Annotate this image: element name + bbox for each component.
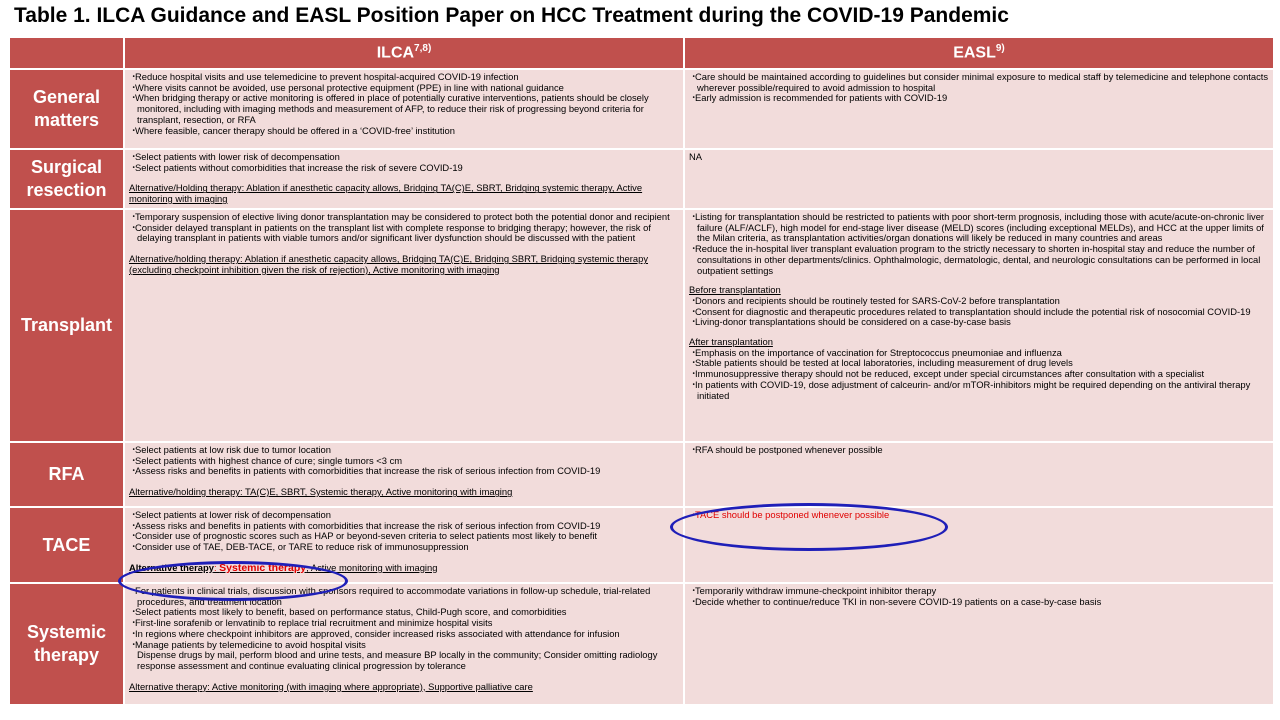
after-transplant-heading: After transplantation [689,336,773,348]
easl-header: EASL$^{9)}$ [685,38,1273,68]
alternative-therapy: Alternative/holding therapy: Ablation if anesthetic capacity allows, Bridging TA(C)E, Bridging SBRT, Bridging systemic therapy (excluding checkpoint inhibition given the risk of rejection), Active monitoring with imaging [129,253,649,275]
list-item: ・ Select patients with lower risk of decompensation [129,152,679,163]
alternative-therapy: Alternative therapy: Active monitoring (with imaging where appropriate), Supportive palliative care [129,680,533,692]
easl-cell [685,70,1273,148]
ilca-cell [125,150,683,208]
list-item: ・ For patients in clinical trials, discussion with sponsors required to accommodate variations in follow-up schedule, trial-related procedures, and treatment location [129,586,679,607]
list-item: ・ Listing for transplantation should be restricted to patients with poor short-term prognosis, including those with acute/acute-on-chronic liver failure (ALF/ACLF), high model for end-stage liver disease (MELD) scores (including exceptional MELDs), and HCC at the upper limits of the Milan criteria, as transplantation activities/organ donations will likely be reduced in many countries and areas [689,212,1269,244]
before-transplant-heading: Before transplantation [689,284,781,296]
telemedicine-details: Dispense drugs by mail, perform blood and urine tests, and measure BP locally in the community; Consider omitting radiology response assessment and continue evaluating clinical progression by tolerance [137,649,658,671]
ilca-header: ILCA$^{7,8)}$ [125,38,683,68]
easl-cell [685,584,1273,704]
row-label: RFA [10,443,123,506]
treatment-table [8,36,1275,706]
list-item: ・ Assess risks and benefits in patients with comorbidities that increase the risk of serious infection from COVID-19 [129,521,679,532]
ilca-cell [125,70,683,148]
alternative-therapy: Alternative/holding therapy: TA(C)E, SBRT, Systemic therapy, Active monitoring with imaging [129,486,513,498]
list-item: ・ Select patients without comorbidities that increase the risk of severe COVID-19 [129,163,679,174]
row-label: General matters [10,70,123,148]
corner-header [10,38,123,68]
ilca-cell [125,210,683,441]
row-transplant [10,210,1273,441]
list-item: ・ Assess risks and benefits in patients with comorbidities that increase the risk of serious infection from COVID-19 [129,466,679,477]
row-general-matters [10,70,1273,148]
alternative-therapy: Alternative/Holding therapy: Ablation if anesthetic capacity allows, Bridging TA(C)E, SBRT, Bridging systemic therapy, Active monitoring with imaging [129,182,643,205]
list-item: ・ Care should be maintained according to guidelines but consider minimal exposure to medical staff by telemedicine and telephone contacts wherever possible/required to avoid admission to hospital [689,72,1269,93]
list-item: ・ Where feasible, cancer therapy should be offered in a ‘COVID-free’ institution [129,126,679,137]
table-title: Table 1. ILCA Guidance and EASL Position Paper on HCC Treatment during the COVID-19 Pandemic [14,4,1009,27]
ilca-cell [125,508,683,582]
na-text: NA [689,151,703,162]
systemic-therapy-highlight: Systemic therapy [219,561,307,574]
row-label: Surgical resection [10,150,123,208]
tace-postpone-highlight: ・ TACE should be postponed whenever possible [689,510,1269,521]
list-item: ・ RFA should be postponed whenever possible [689,445,1269,456]
header-row [10,38,1273,68]
list-item: ・ Temporary suspension of elective living donor transplantation may be considered to protect both the potential donor and recipient [129,212,679,223]
row-label: Transplant [10,210,123,441]
list-item: ・ Decide whether to continue/reduce TKI in non-severe COVID-19 patients on a case-by-case basis [689,597,1269,608]
list-item: ・ Select patients with highest chance of cure; single tumors <3 cm [129,456,679,467]
list-item: ・ In patients with COVID-19, dose adjustment of calceurin- and/or mTOR-inhibitors might be required depending on the antiviral therapy initiated [689,380,1269,401]
list-item: ・ Reduce the in-hospital liver transplant evaluation program to the strictly necessary to shorten in-hospital stay and reduce the number of consultations in other departments/clinics. Ophthalmologic, dermatologic, dental, and neurologic consultations can be performed in local outpatient settings [689,244,1269,276]
ilca-cell [125,443,683,506]
list-item: ・ Select patients at lower risk of decompensation [129,510,679,521]
list-item: ・ Reduce hospital visits and use telemedicine to prevent hospital-acquired COVID-19 infection [129,72,679,83]
list-item: ・ Consider use of TAE, DEB-TACE, or TARE to reduce risk of immunosuppression [129,542,679,553]
list-item: ・ Manage patients by telemedicine to avoid hospital visits [129,640,679,651]
list-item: ・ Emphasis on the importance of vaccination for Streptococcus pneumoniae and influenza [689,348,1269,359]
row-rfa [10,443,1273,506]
row-label: Systemic therapy [10,584,123,704]
list-item: ・ First-line sorafenib or lenvatinib to replace trial recruitment and minimize hospital visits [129,618,679,629]
list-item: ・ Immunosuppressive therapy should not be reduced, except under special circumstances after consultation with a specialist [689,369,1269,380]
easl-cell [685,508,1273,582]
ilca-cell [125,584,683,704]
list-item: ・ When bridging therapy or active monitoring is offered in place of potentially curative interventions, patients should be closely monitored, including with imaging methods and measurement of AFP, to reduce their risk of progressing beyond criteria for transplant, resection, or RFA [129,93,679,125]
list-item: ・ Temporarily withdraw immune-checkpoint inhibitor therapy [689,586,1269,597]
list-item: ・ Consider use of prognostic scores such as HAP or beyond-seven criteria to select patients most likely to benefit [129,531,679,542]
easl-cell [685,210,1273,441]
list-item: ・ Consent for diagnostic and therapeutic procedures related to transplantation should include the potential risk of nosocomial COVID-19 [689,307,1269,318]
row-surgical-resection [10,150,1273,208]
list-item: ・ Early admission is recommended for patients with COVID-19 [689,93,1269,104]
list-item: ・ Select patients at low risk due to tumor location [129,445,679,456]
easl-cell [685,443,1273,506]
list-item: ・ Donors and recipients should be routinely tested for SARS-CoV-2 before transplantation [689,296,1269,307]
list-item: ・ Living-donor transplantations should be considered on a case-by-case basis [689,317,1269,328]
list-item: ・ Select patients most likely to benefit, based on performance status, Child-Pugh score, and comorbidities [129,607,679,618]
list-item: ・ Stable patients should be tested at local laboratories, including measurement of drug levels [689,358,1269,369]
list-item: ・ Consider delayed transplant in patients on the transplant list with complete response to bridging therapy; however, the risk of delaying transplant in patients with viable tumors and/or significant liver dysfunction should be discussed with the patient [129,223,679,244]
list-item: ・ Where visits cannot be avoided, use personal protective equipment (PPE) in line with national guidance [129,83,679,94]
row-tace [10,508,1273,582]
easl-cell [685,150,1273,208]
list-item: ・ In regions where checkpoint inhibitors are approved, consider increased risks associated with attendance for infusion [129,629,679,640]
alternative-therapy: Alternative therapy: Systemic therapy, Active monitoring with imaging [129,561,438,574]
row-label: TACE [10,508,123,582]
row-systemic-therapy [10,584,1273,704]
